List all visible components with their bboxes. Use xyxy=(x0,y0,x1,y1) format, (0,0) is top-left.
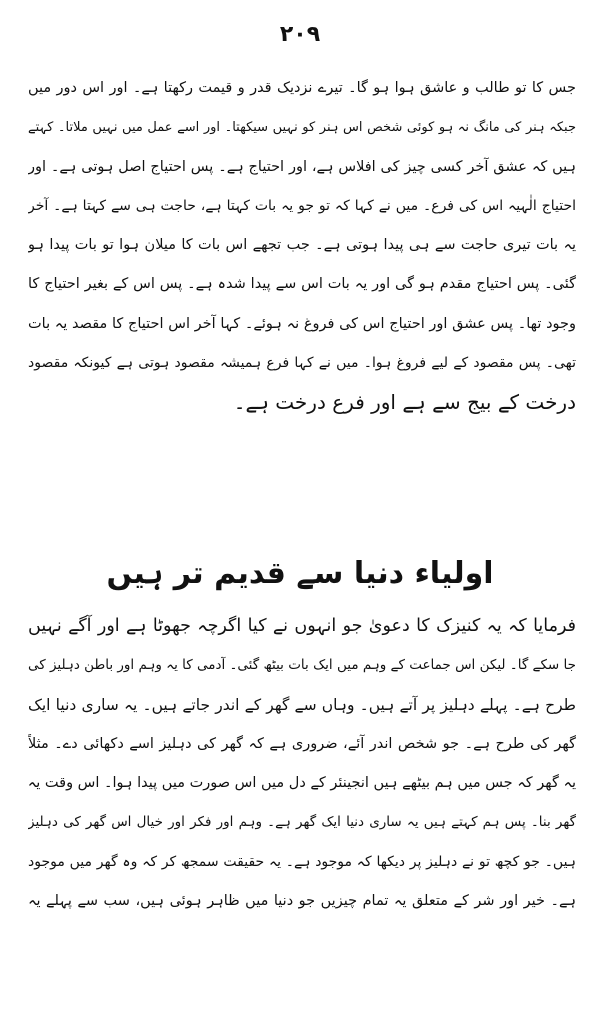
page-number: ۲۰۹ xyxy=(279,22,321,47)
text-line: جس کا تو طالب و عاشق ہوا ہو گا۔ تیرے نزدیک قدر و قیمت رکھتا ہے۔ اور اس دور میں xyxy=(28,80,576,96)
text-line: یہ بات تیری حاجت سے ہی پیدا ہوتی ہے۔ جب تجھے اس بات کا میلان ہوا تو بات پیدا ہو xyxy=(28,237,576,254)
text-line: فرمایا کہ یہ کنیزک کا دعویٰ جو انہوں نے کیا اگرچہ جھوٹا ہے اور آگے نہیں xyxy=(28,616,576,636)
text-line: جبکہ ہنر کی مانگ نہ ہو کوئی شخص اس ہنر کو نہیں سیکھتا۔ اور اسے عمل میں نہیں ملاتا۔ کہتے xyxy=(28,120,576,136)
text-line: یہ گھر کہ جس میں ہم بیٹھے ہیں انجینئر کے دل میں اس صورت میں پیدا ہوا۔ اس وقت یہ xyxy=(28,775,576,792)
paragraph-1 xyxy=(28,69,576,423)
text-line: گھر کی طرح ہے۔ جو شخص اندر آئے، ضروری ہے کہ گھر کی دہلیز اسے دکھائی دے۔ مثلاً xyxy=(28,735,576,752)
text-line: طرح ہے۔ پہلے دہلیز پر آتے ہیں۔ وہاں سے گھر کے اندر جاتے ہیں۔ یہ ساری دنیا ایک xyxy=(28,695,576,714)
text-line: تھی۔ پس مقصود کے لیے فروغ ہوا۔ میں نے کہا فرع ہمیشہ مقصود ہوتی ہے کیونکہ مقصود xyxy=(28,355,576,372)
paragraph-2 xyxy=(28,607,576,921)
text-line: ہیں کہ عشق آخر کسی چیز کی افلاس ہے، اور احتیاج ہے۔ پس احتیاج اصل ہوتی ہے۔ اور xyxy=(28,158,576,175)
text-line: ہیں۔ جو کچھ تو نے دہلیز پر دیکھا کہ موجود ہے۔ یہ حقیقت سمجھ کر کہ وہ گھر میں موجود xyxy=(28,853,576,870)
text-line: درخت کے بیج سے ہے اور فرع درخت ہے۔ xyxy=(233,390,576,415)
section-heading: اولیاء دنیا سے قدیم تر ہیں xyxy=(106,556,494,591)
text-line: وجود تھا۔ پس عشق اور احتیاج اس کی فروغ نہ ہوئے۔ کہا آخر اس احتیاج کا مقصد یہ بات xyxy=(28,315,576,332)
text-line: جا سکے گا۔ لیکن اس جماعت کے وہم میں ایک بات بیٹھ گئی۔ آدمی کا یہ وہم اور باطن دہلیز کی xyxy=(28,657,576,674)
text-line: ہے۔ خیر اور شر کے متعلق یہ تمام چیزیں جو دنیا میں ظاہر ہوئی ہیں، سب سے پہلے یہ xyxy=(28,893,576,910)
text-line: گھر بنا۔ پس ہم کہتے ہیں یہ ساری دنیا ایک گھر ہے۔ وہم اور فکر اور خیال اس گھر کی دہلیز xyxy=(28,814,576,831)
text-line: گئی۔ پس احتیاج مقدم ہو گی اور یہ بات اس سے پیدا شدہ ہے۔ پس اس کے بغیر احتیاج کا xyxy=(28,276,576,293)
text-line: احتیاج الٰہیہ اس کی فرع۔ میں نے کہا کہ تو جو یہ بات کہتا ہے، حاجت ہی سے کہتا ہے۔ آخر xyxy=(28,197,576,214)
